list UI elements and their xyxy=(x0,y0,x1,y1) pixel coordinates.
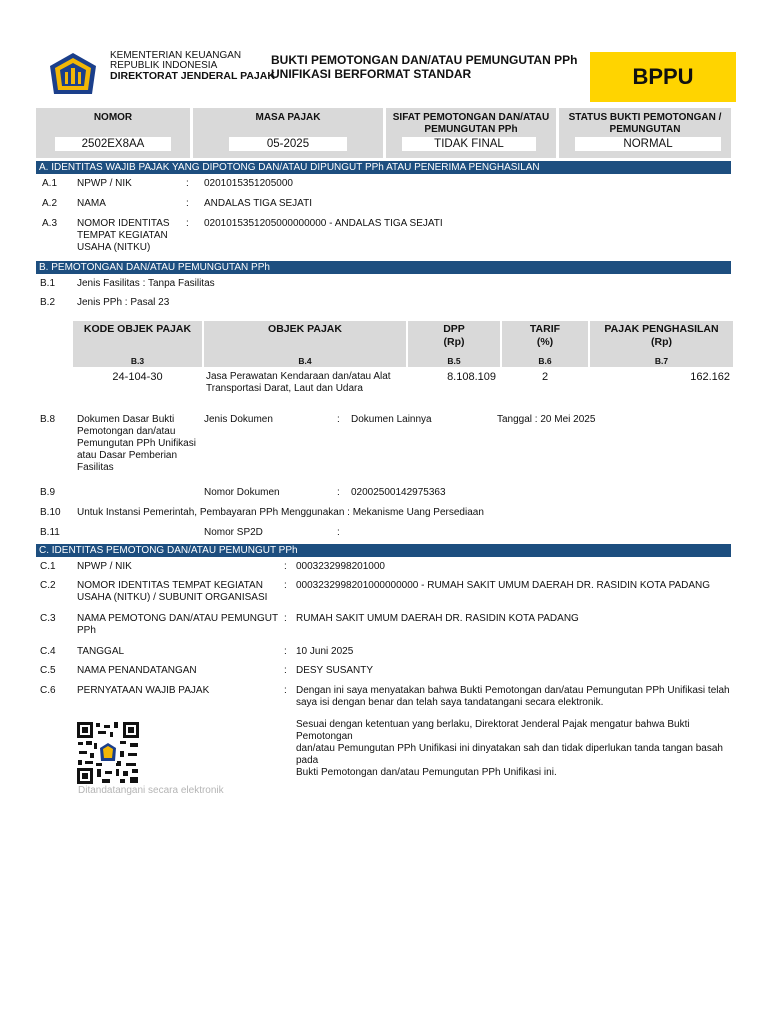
document-title xyxy=(271,53,577,81)
a1-sep: : xyxy=(186,178,189,189)
td-pph: 162.162 xyxy=(690,371,730,383)
c5-sep: : xyxy=(284,665,287,676)
status-box xyxy=(559,108,731,158)
nomor-dokumen-value: 02002500142975363 xyxy=(351,487,446,498)
th-pph-1: PAJAK PENGHASILAN xyxy=(604,323,719,335)
a1-code: A.1 xyxy=(42,178,58,189)
b10-code: B.10 xyxy=(40,507,61,518)
th-objek-no: B.4 xyxy=(298,356,312,366)
th-pph xyxy=(590,321,733,367)
td-objek-1: Jasa Perawatan Kendaraan dan/atau Alat xyxy=(206,371,391,382)
qr-code-icon xyxy=(76,721,140,785)
status-label-2: PEMUNGUTAN xyxy=(609,124,681,135)
c6-statement xyxy=(296,685,732,709)
note-line-2: dan/atau Pemungutan PPh Unifikasi ini dinyatakan sah dan tidak diperlukan tanda tangan basah pada xyxy=(296,743,723,766)
c2-label xyxy=(77,580,267,604)
b8-code: B.8 xyxy=(40,414,56,425)
c3-label xyxy=(77,613,278,637)
a3-value: 0201015351205000000000 - ANDALAS TIGA SEJATI xyxy=(204,218,443,229)
nomor-dokumen-label: Nomor Dokumen xyxy=(204,487,280,498)
masa-pajak-label: MASA PAJAK xyxy=(255,112,321,123)
th-pph-no: B.7 xyxy=(654,356,669,366)
a3-label-2: TEMPAT KEGIATAN xyxy=(77,230,168,241)
title-line-1: BUKTI PEMOTONGAN DAN/ATAU PEMUNGUTAN PPh xyxy=(271,53,578,67)
ministry-line-2: REPUBLIK INDONESIA xyxy=(110,60,218,71)
b1-text: Jenis Fasilitas : Tanpa Fasilitas xyxy=(77,278,215,289)
djp-logo xyxy=(48,52,98,98)
b8-label xyxy=(77,414,196,474)
c3-sep: : xyxy=(284,613,287,624)
sp2d-sep: : xyxy=(337,527,340,538)
c6-line-1: Dengan ini saya menyatakan bahwa Bukti Pemotongan dan/atau Pemungutan PPh Unifikasi telah xyxy=(296,685,730,696)
c5-code: C.5 xyxy=(40,665,56,676)
ministry-line-1: KEMENTERIAN KEUANGAN xyxy=(110,50,242,61)
td-objek xyxy=(206,371,391,395)
c1-sep: : xyxy=(284,561,287,572)
jenis-dokumen-sep: : xyxy=(337,414,340,425)
jenis-dokumen-value: Dokumen Lainnya xyxy=(351,414,432,425)
th-dpp xyxy=(408,321,500,367)
b8-label-3: Pemungutan PPh Unifikasi xyxy=(77,438,196,449)
status-label xyxy=(559,112,731,136)
sifat-box xyxy=(386,108,556,158)
bppu-badge: BPPU xyxy=(590,52,736,102)
a2-code: A.2 xyxy=(42,198,58,209)
th-objek-label: OBJEK PAJAK xyxy=(268,323,342,335)
a3-label-1: NOMOR IDENTITAS xyxy=(77,218,170,229)
sp2d-label: Nomor SP2D xyxy=(204,527,263,538)
b8-label-1: Dokumen Dasar Bukti xyxy=(77,414,175,425)
c1-label: NPWP / NIK xyxy=(77,561,132,572)
b11-code: B.11 xyxy=(40,527,60,538)
sifat-label-2: PEMUNGUTAN PPh xyxy=(424,124,518,135)
th-tarif xyxy=(502,321,588,367)
c2-label-2: USAHA (NITKU) / SUBUNIT ORGANISASI xyxy=(77,592,268,603)
ministry-line-3: DIREKTORAT JENDERAL PAJAK xyxy=(110,70,275,82)
note-line-1: Sesuai dengan ketentuan yang berlaku, Direktorat Jenderal Pajak mengatur bahwa Bukti Pemotongan xyxy=(296,719,690,742)
b9-code: B.9 xyxy=(40,487,56,498)
electronic-signature-note: Ditandatangani secara elektronik xyxy=(78,785,224,796)
c6-label: PERNYATAAN WAJIB PAJAK xyxy=(77,685,210,696)
sifat-value: TIDAK FINAL xyxy=(402,137,536,151)
sifat-label-1: SIFAT PEMOTONGAN DAN/ATAU xyxy=(392,112,550,123)
note-line-3: Bukti Pemotongan dan/atau Pemungutan PPh Unifikasi ini. xyxy=(296,767,557,778)
nomor-label: NOMOR xyxy=(93,112,133,123)
th-dpp-1: DPP xyxy=(443,323,465,335)
c4-value: 10 Juni 2025 xyxy=(296,646,354,657)
c2-label-1: NOMOR IDENTITAS TEMPAT KEGIATAN xyxy=(77,580,263,591)
nomor-box xyxy=(36,108,190,158)
c3-code: C.3 xyxy=(40,613,56,624)
masa-pajak-value: 05-2025 xyxy=(229,137,347,151)
c3-value: RUMAH SAKIT UMUM DAERAH DR. RASIDIN KOTA PADANG xyxy=(296,613,579,624)
a1-value: 0201015351205000 xyxy=(204,178,293,189)
th-dpp-2: (Rp) xyxy=(443,336,465,348)
status-label-1: STATUS BUKTI PEMOTONGAN / xyxy=(568,112,722,123)
th-objek xyxy=(204,321,406,367)
td-dpp: 8.108.109 xyxy=(447,371,496,383)
c2-sep: : xyxy=(284,580,287,591)
c1-code: C.1 xyxy=(40,561,56,572)
b2-code: B.2 xyxy=(40,297,56,308)
th-kode-label: KODE OBJEK PAJAK xyxy=(83,323,192,335)
b10-text: Untuk Instansi Pemerintah, Pembayaran PPh Menggunakan : Mekanisme Uang Persediaan xyxy=(77,507,484,518)
a3-label-3: USAHA (NITKU) xyxy=(77,242,151,253)
c6-sep: : xyxy=(284,685,287,696)
jenis-dokumen-label: Jenis Dokumen xyxy=(204,414,273,425)
td-objek-2: Transportasi Darat, Laut dan Udara xyxy=(206,383,363,394)
ministry-block xyxy=(110,51,275,81)
b8-label-5: Fasilitas xyxy=(77,462,114,473)
c5-label: NAMA PENANDATANGAN xyxy=(77,665,197,676)
b2-text: Jenis PPh : Pasal 23 xyxy=(77,297,170,308)
c5-value: DESY SUSANTY xyxy=(296,665,374,676)
c4-sep: : xyxy=(284,646,287,657)
a3-code: A.3 xyxy=(42,218,58,229)
th-tarif-2: (%) xyxy=(536,336,554,348)
td-kode: 24-104-30 xyxy=(112,371,163,383)
c4-label: TANGGAL xyxy=(77,646,125,657)
a2-label: NAMA xyxy=(77,198,106,209)
a3-sep: : xyxy=(186,218,189,229)
legal-note xyxy=(296,719,732,779)
th-tarif-no: B.6 xyxy=(538,356,552,366)
th-tarif-1: TARIF xyxy=(529,323,561,335)
c3-label-1: NAMA PEMOTONG DAN/ATAU PEMUNGUT xyxy=(77,613,279,624)
c2-code: C.2 xyxy=(40,580,56,591)
b8-label-2: Pemotongan dan/atau xyxy=(77,426,176,437)
a2-value: ANDALAS TIGA SEJATI xyxy=(204,198,312,209)
th-dpp-no: B.5 xyxy=(447,356,461,366)
c6-code: C.6 xyxy=(40,685,56,696)
section-b-title: B. PEMOTONGAN DAN/ATAU PEMUNGUTAN PPh xyxy=(36,261,731,274)
b1-code: B.1 xyxy=(40,278,56,289)
sifat-label xyxy=(386,112,556,136)
a2-sep: : xyxy=(186,198,189,209)
section-c-title: C. IDENTITAS PEMOTONG DAN/ATAU PEMUNGUT PPh xyxy=(36,544,731,557)
th-kode-no: B.3 xyxy=(130,356,145,366)
a1-label: NPWP / NIK xyxy=(77,178,132,189)
td-tarif: 2 xyxy=(541,371,549,383)
c3-label-2: PPh xyxy=(77,625,96,636)
section-a-title: A. IDENTITAS WAJIB PAJAK YANG DIPOTONG DAN/ATAU DIPUNGUT PPh ATAU PENERIMA PENGHASILAN xyxy=(36,161,731,174)
status-value: NORMAL xyxy=(575,137,721,151)
masa-pajak-box xyxy=(193,108,383,158)
c6-line-2: saya isi dengan benar dan telah saya tandatangani secara elektronik. xyxy=(296,697,604,708)
c2-value: 0003232998201000000000 - RUMAH SAKIT UMUM DAERAH DR. RASIDIN KOTA PADANG xyxy=(296,580,711,591)
th-pph-2: (Rp) xyxy=(651,336,672,348)
nomor-value: 2502EX8AA xyxy=(55,137,171,151)
th-kode xyxy=(73,321,202,367)
c4-code: C.4 xyxy=(40,646,56,657)
b8-label-4: atau Dasar Pemberian xyxy=(77,450,178,461)
title-line-2: UNIFIKASI BERFORMAT STANDAR xyxy=(271,67,472,81)
nomor-dokumen-sep: : xyxy=(337,487,340,498)
a3-label xyxy=(77,218,170,254)
tanggal-dokumen: Tanggal : 20 Mei 2025 xyxy=(497,414,596,425)
c1-value: 0003232998201000 xyxy=(296,561,385,572)
